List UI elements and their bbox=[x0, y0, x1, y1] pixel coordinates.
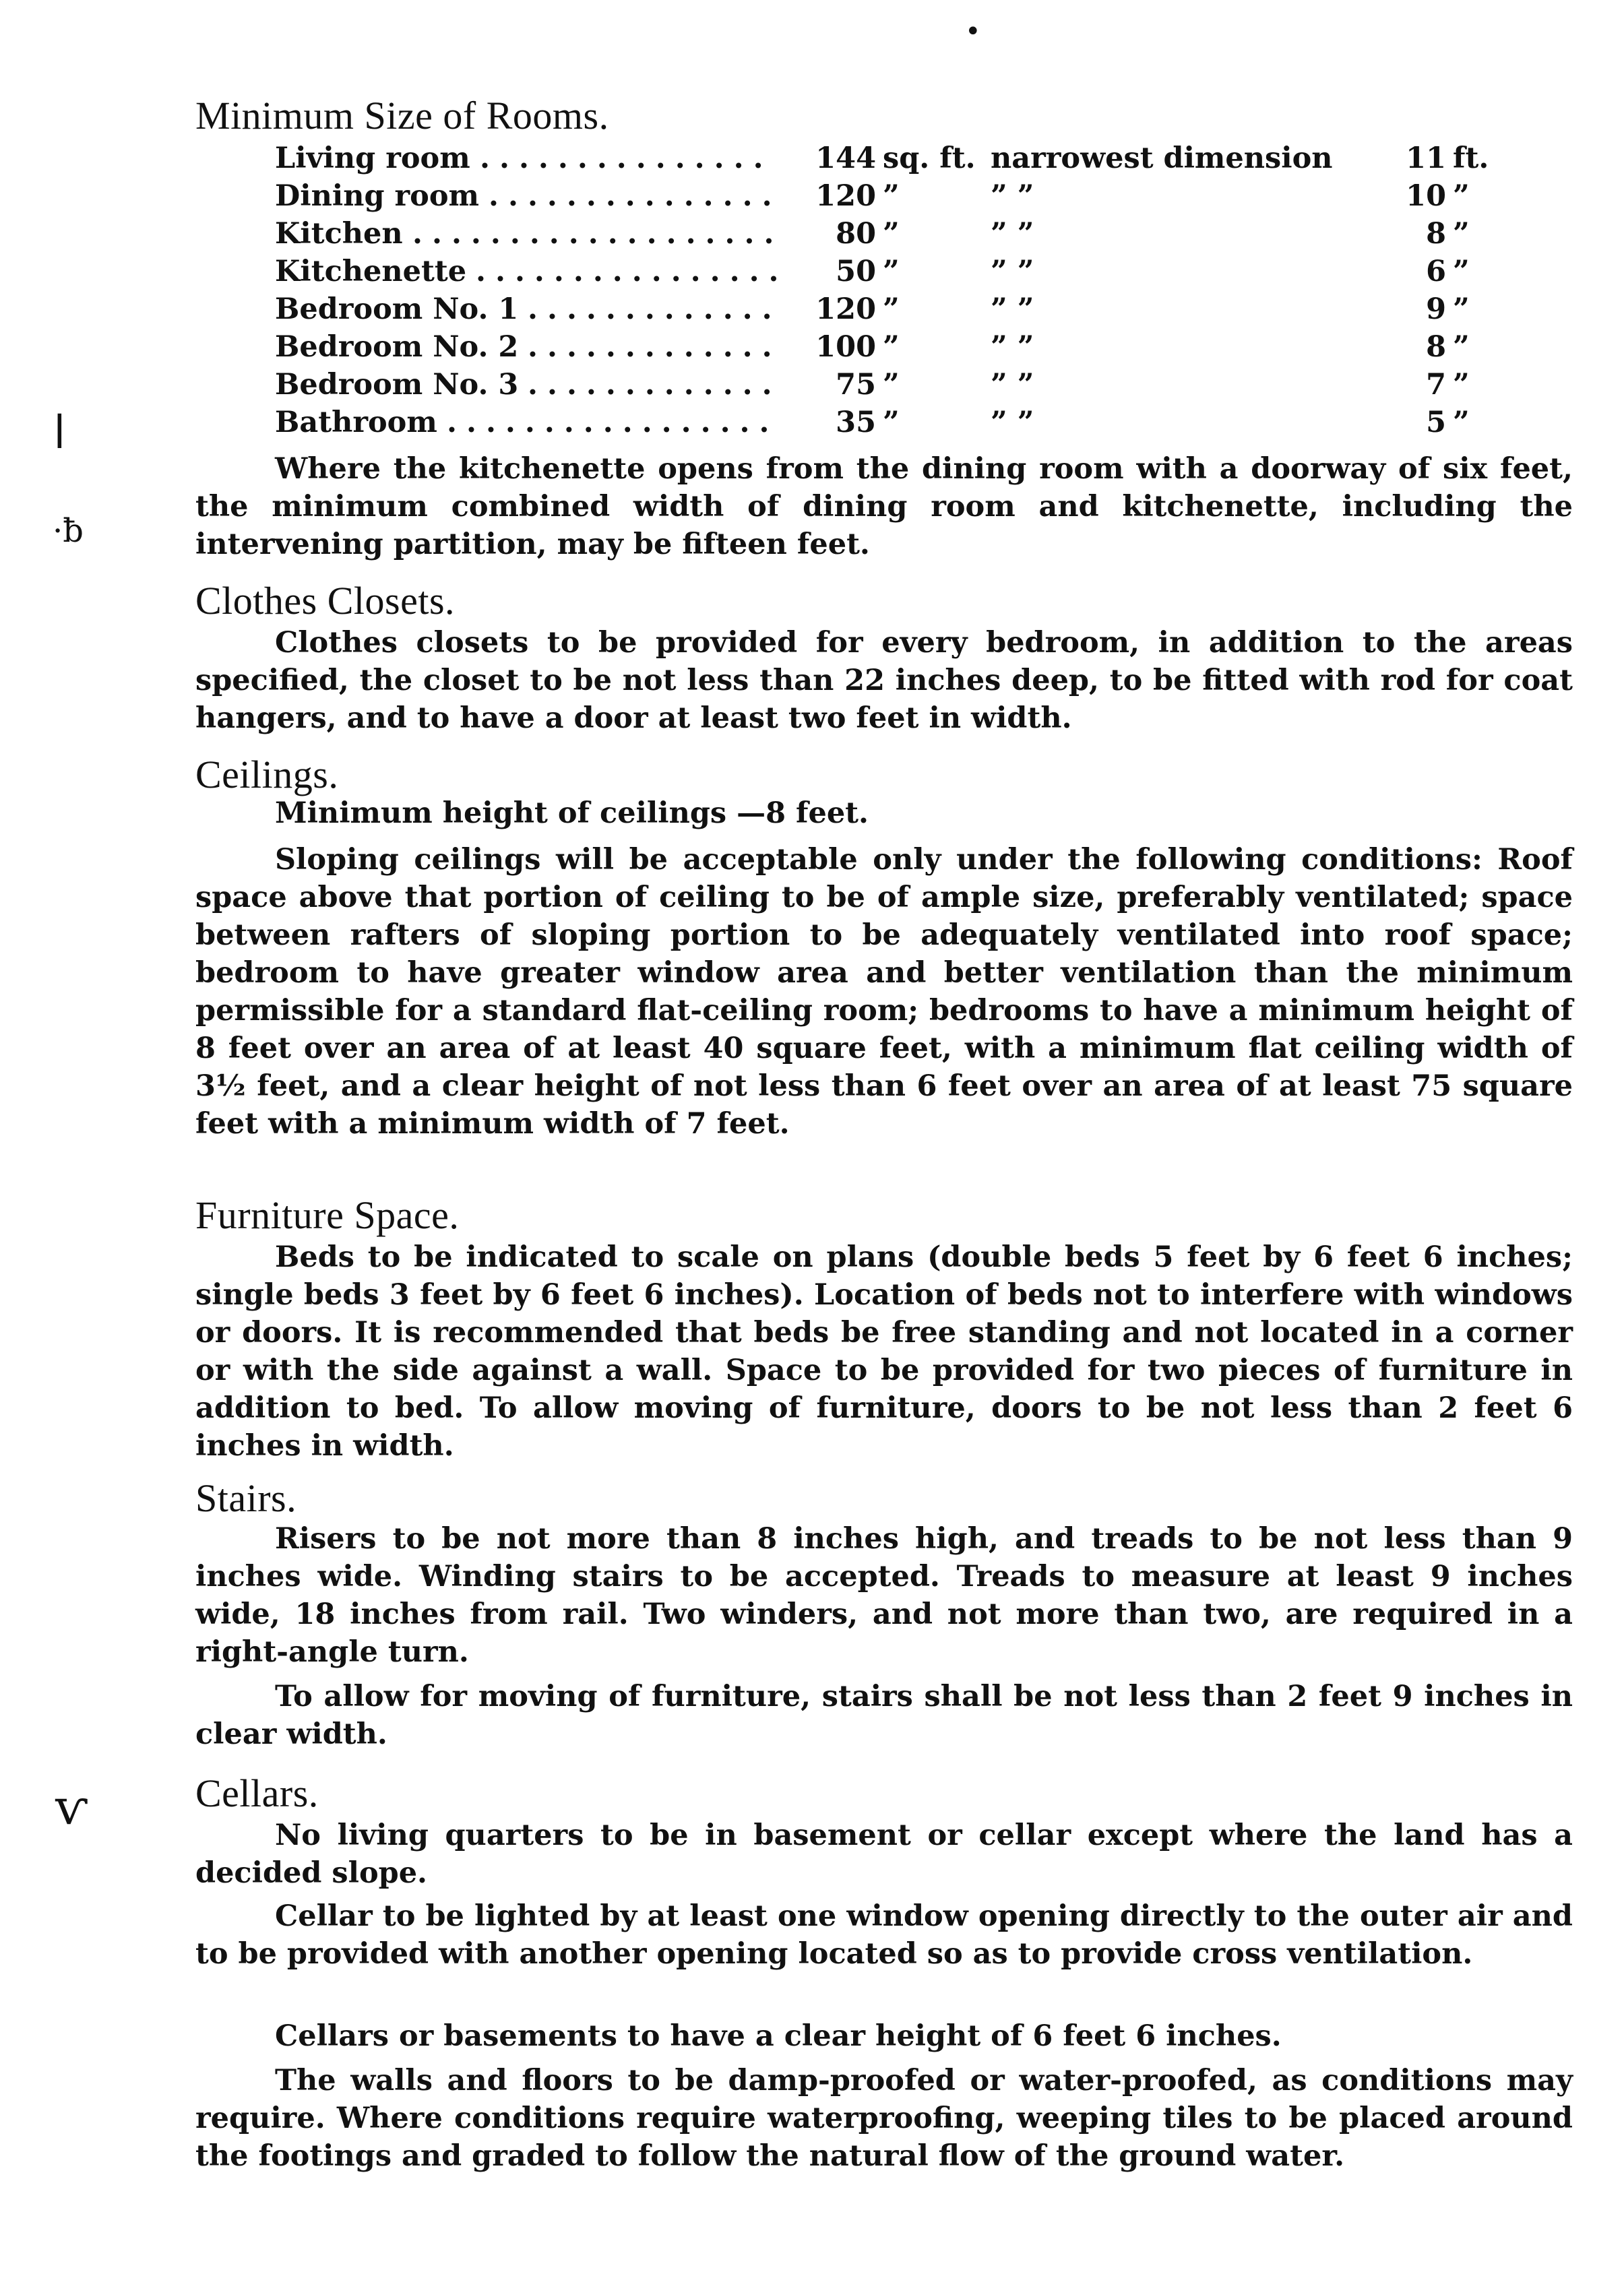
room-dimension-label: ” ” bbox=[991, 292, 1034, 326]
stairs-text-2: To allow for moving of furniture, stairs shall be not less than 2 feet 9 inches in clear width. bbox=[195, 1680, 1573, 1751]
room-dimension-label: narrowest dimension bbox=[991, 141, 1333, 175]
cellars-text-2: Cellar to be lighted by at least one window opening directly to the outer air and to be provided with another opening located so as to provide cross ventilation. bbox=[195, 1899, 1573, 1971]
scan-mark-top: • bbox=[965, 16, 981, 47]
room-area: 80 bbox=[836, 217, 876, 251]
leader-dots: ............... bbox=[480, 141, 773, 175]
room-min-dimension: 5 bbox=[1426, 406, 1446, 439]
scan-mark-left-3: ⱱ bbox=[55, 1779, 88, 1835]
room-area: 100 bbox=[815, 330, 876, 364]
room-min-dimension: 10 bbox=[1406, 179, 1446, 213]
room-name: Living room bbox=[275, 141, 470, 175]
room-name: Dining room bbox=[275, 179, 480, 213]
room-dimension-unit: ” bbox=[1453, 217, 1470, 251]
room-row bbox=[275, 292, 1488, 330]
leader-dots: ............. bbox=[528, 292, 782, 326]
leader-dots: ................... bbox=[412, 217, 784, 251]
room-name: Bedroom No. 3 bbox=[275, 368, 519, 402]
section-heading-cellars: Cellars. bbox=[195, 1771, 319, 1815]
room-min-dimension: 8 bbox=[1426, 330, 1446, 364]
room-row bbox=[275, 368, 1488, 406]
room-row bbox=[275, 330, 1488, 368]
room-area: 50 bbox=[836, 255, 876, 288]
room-dimension-label: ” ” bbox=[991, 179, 1034, 213]
room-min-dimension: 6 bbox=[1426, 255, 1446, 288]
cellars-text-1: No living quarters to be in basement or cellar except where the land has a decided slope. bbox=[195, 1819, 1573, 1890]
leader-dots: ................ bbox=[476, 255, 788, 288]
section-heading-rooms: Minimum Size of Rooms. bbox=[195, 94, 609, 137]
room-min-dimension: 7 bbox=[1426, 368, 1446, 402]
leader-dots: ................. bbox=[447, 406, 779, 439]
leader-dots: ............. bbox=[528, 368, 782, 402]
room-unit: ” bbox=[883, 406, 900, 439]
room-row bbox=[275, 179, 1488, 217]
room-dimension-label: ” ” bbox=[991, 368, 1034, 402]
room-area: 35 bbox=[836, 406, 876, 439]
closets-text: Clothes closets to be provided for every bedroom, in addition to the areas specified, the closet to be not less than 22 inches deep, to be fitted with rod for coat hangers, and to have a door at least two feet in width. bbox=[195, 626, 1573, 735]
cellars-text-4: The walls and floors to be damp-proofed or water-proofed, as conditions may require. Where conditions require waterproofing, weeping tiles to be placed around the footings and graded to follow the natural flow of the ground water. bbox=[195, 2064, 1573, 2173]
room-name: Bedroom No. 1 bbox=[275, 292, 519, 326]
ceilings-min-height: Minimum height of ceilings —8 feet. bbox=[275, 796, 869, 830]
room-unit: ” bbox=[883, 179, 900, 213]
room-min-dimension: 11 bbox=[1406, 141, 1446, 175]
room-name: Bathroom bbox=[275, 406, 437, 439]
room-dimension-unit: ” bbox=[1453, 368, 1470, 402]
room-dimension-label: ” ” bbox=[991, 330, 1034, 364]
room-unit: ” bbox=[883, 217, 900, 251]
section-heading-stairs: Stairs. bbox=[195, 1476, 297, 1520]
room-name: Kitchen bbox=[275, 217, 403, 251]
room-min-dimension: 8 bbox=[1426, 217, 1446, 251]
room-row bbox=[275, 406, 1488, 443]
room-size-table bbox=[275, 141, 1488, 443]
room-row bbox=[275, 141, 1488, 179]
room-name: Bedroom No. 2 bbox=[275, 330, 519, 364]
scan-mark-left-1: ǀ bbox=[53, 404, 67, 460]
room-dimension-unit: ft. bbox=[1453, 141, 1489, 175]
room-min-dimension: 9 bbox=[1426, 292, 1446, 326]
room-dimension-label: ” ” bbox=[991, 217, 1034, 251]
room-unit: ” bbox=[883, 368, 900, 402]
kitchenette-note: Where the kitchenette opens from the dining room with a doorway of six feet, the minimum combined width of dining room and kitchenette, including the intervening partition, may be fifteen feet. bbox=[195, 452, 1573, 561]
room-area: 120 bbox=[815, 292, 876, 326]
room-dimension-unit: ” bbox=[1453, 292, 1470, 326]
leader-dots: ............. bbox=[528, 330, 782, 364]
room-dimension-unit: ” bbox=[1453, 179, 1470, 213]
ceilings-sloping-text: Sloping ceilings will be acceptable only under the following conditions: Roof space above that portion of ceiling to be of ample size, preferably ventilated; space between rafters of sloping portion to be adequately ventilated into roof space; bedroom to have greater window area and better ventilation than the minimum permissible for a standard flat-ceiling room; bedrooms to have a minimum height of 8 feet over an area of at least 40 square feet, with a minimum flat ceiling width of 3½ feet, and a clear height of not less than 6 feet over an area of at least 75 square feet with a minimum width of 7 feet. bbox=[195, 843, 1573, 1141]
room-dimension-label: ” ” bbox=[991, 255, 1034, 288]
section-heading-ceilings: Ceilings. bbox=[195, 753, 339, 796]
room-unit: sq. ft. bbox=[883, 141, 976, 175]
leader-dots: ............... bbox=[489, 179, 782, 213]
room-row bbox=[275, 255, 1488, 292]
room-row bbox=[275, 217, 1488, 255]
section-heading-closets: Clothes Closets. bbox=[195, 579, 456, 623]
room-name: Kitchenette bbox=[275, 255, 467, 288]
room-area: 75 bbox=[836, 368, 876, 402]
room-unit: ” bbox=[883, 255, 900, 288]
room-dimension-unit: ” bbox=[1453, 330, 1470, 364]
room-unit: ” bbox=[883, 330, 900, 364]
room-area: 120 bbox=[815, 179, 876, 213]
furniture-text: Beds to be indicated to scale on plans (double beds 5 feet by 6 feet 6 inches; single beds 3 feet by 6 feet 6 inches). Location of beds not to interfere with windows or doors. It is recommended that beds be free standing and not located in a corner or with the side against a wall. Space to be provided for two pieces of furniture in addition to bed. To allow moving of furniture, doors to be not less than 2 feet 6 inches in width. bbox=[195, 1240, 1573, 1463]
room-unit: ” bbox=[883, 292, 900, 326]
room-dimension-unit: ” bbox=[1453, 406, 1470, 439]
room-dimension-unit: ” bbox=[1453, 255, 1470, 288]
scan-mark-left-2: ·ƀ bbox=[53, 512, 84, 550]
stairs-text-1: Risers to be not more than 8 inches high, and treads to be not less than 9 inches wide. Winding stairs to be accepted. Treads to measure at least 9 inches wide, 18 inches from rail. Two winders, and not more than two, are required in a right-angle turn. bbox=[195, 1522, 1573, 1669]
room-area: 144 bbox=[815, 141, 876, 175]
room-dimension-label: ” ” bbox=[991, 406, 1034, 439]
cellars-text-3: Cellars or basements to have a clear height of 6 feet 6 inches. bbox=[275, 2019, 1282, 2053]
section-heading-furniture: Furniture Space. bbox=[195, 1193, 460, 1237]
